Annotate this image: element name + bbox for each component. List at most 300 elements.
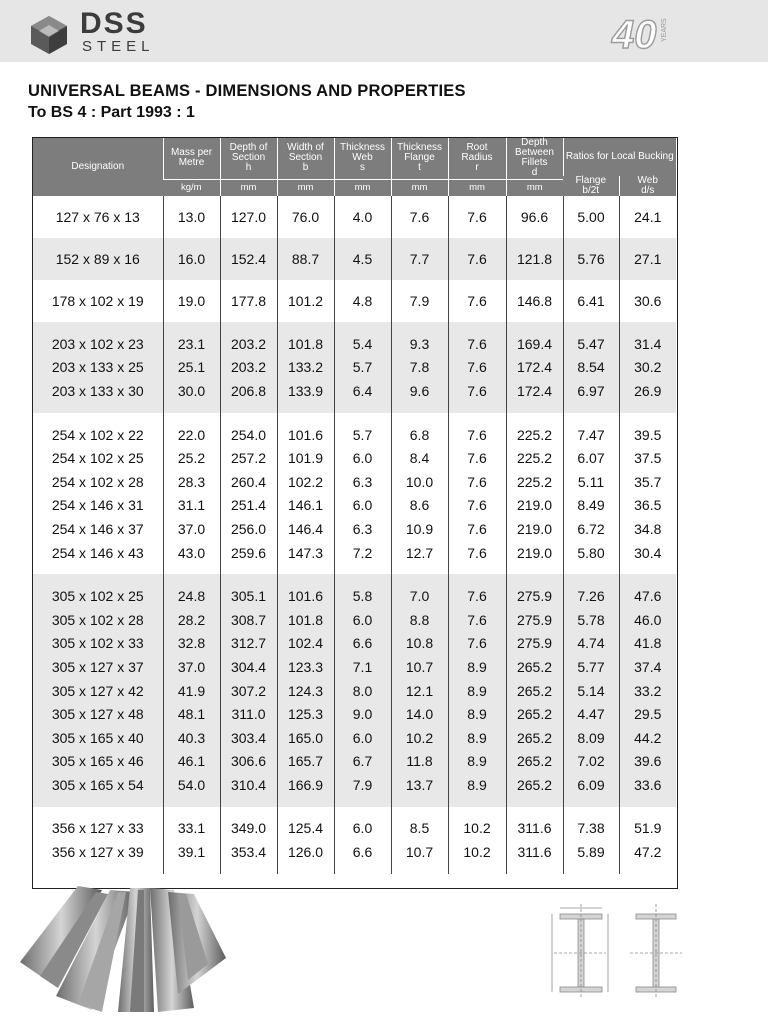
beam-cross-section-diagram — [544, 900, 696, 1002]
cell-designation: 254 x 102 x 28 — [51, 473, 144, 490]
cell-fillets: 146.8 — [506, 280, 563, 322]
cell-depth: 349.0 — [220, 817, 277, 841]
cell-ratio-web: 24.1 — [619, 196, 676, 238]
header-fillets — [506, 138, 563, 179]
cell-ratio-flange: 7.02 — [563, 750, 619, 774]
cell-fillets: 265.2 — [506, 726, 563, 750]
cell-ratio-web: 36.5 — [619, 494, 676, 518]
cell-web: 6.4 — [334, 379, 391, 403]
spacer-cell — [391, 807, 448, 817]
spacer-cell — [563, 797, 619, 807]
spacer-cell — [391, 403, 448, 413]
spacer-cell — [334, 403, 391, 413]
spacer-cell — [506, 864, 563, 874]
spacer-cell — [33, 413, 163, 423]
cell-depth: 310.4 — [220, 773, 277, 797]
dss-logo-icon — [28, 14, 70, 56]
cell-ratio-flange: 5.76 — [563, 238, 619, 280]
cell-width: 101.6 — [277, 584, 334, 608]
cell-depth: 127.0 — [220, 196, 277, 238]
cell-width: 102.2 — [277, 470, 334, 494]
cell-width: 76.0 — [277, 196, 334, 238]
table-row — [33, 702, 676, 726]
cell-web: 9.0 — [334, 702, 391, 726]
cell-web: 8.0 — [334, 679, 391, 703]
cell-flange: 7.7 — [391, 238, 448, 280]
cell-fillets: 265.2 — [506, 750, 563, 774]
cell-radius: 7.6 — [448, 608, 506, 632]
cell-width: 165.0 — [277, 726, 334, 750]
cell-ratio-flange: 6.09 — [563, 773, 619, 797]
cell-designation: 203 x 133 x 30 — [33, 379, 163, 403]
cell-designation: 254 x 146 x 37 — [51, 520, 144, 537]
cell-depth: 254.0 — [220, 423, 277, 447]
cell-mass: 46.1 — [163, 750, 220, 774]
cell-fillets: 275.9 — [506, 584, 563, 608]
cell-ratio-flange: 6.07 — [563, 446, 619, 470]
spacer-cell — [448, 574, 506, 584]
cell-flange: 7.6 — [391, 196, 448, 238]
spacer-cell — [563, 564, 619, 574]
spacer-cell — [619, 413, 676, 423]
table-row — [33, 238, 676, 280]
cell-radius: 7.6 — [448, 446, 506, 470]
cell-depth: 306.6 — [220, 750, 277, 774]
brand-logo — [28, 7, 158, 55]
cell-web: 6.7 — [334, 750, 391, 774]
spacer-cell — [220, 797, 277, 807]
spacer-cell — [163, 322, 220, 332]
cell-ratio-web: 29.5 — [619, 702, 676, 726]
cell-ratio-flange: 7.47 — [563, 423, 619, 447]
cell-designation: 356 x 127 x 39 — [51, 844, 144, 861]
cell-ratio-web: 41.8 — [619, 632, 676, 656]
cell-depth: 304.4 — [220, 655, 277, 679]
cell-flange: 10.7 — [391, 655, 448, 679]
unit-flange: mm — [391, 179, 448, 196]
cell-radius: 7.6 — [448, 470, 506, 494]
table-row — [33, 632, 676, 656]
cell-width: 165.7 — [277, 750, 334, 774]
cell-ratio-flange: 8.09 — [563, 726, 619, 750]
unit-width: mm — [277, 179, 334, 196]
cell-mass: 23.1 — [163, 332, 220, 356]
cell-radius: 7.6 — [448, 379, 506, 403]
cell-width: 126.0 — [277, 840, 334, 864]
table-body — [33, 196, 676, 874]
spacer-cell — [277, 564, 334, 574]
cell-fillets: 275.9 — [506, 608, 563, 632]
header-depth-symbol: h — [245, 162, 252, 174]
cell-flange: 8.4 — [391, 446, 448, 470]
cell-fillets: 265.2 — [506, 773, 563, 797]
cell-width: 101.6 — [277, 423, 334, 447]
cell-designation: 254 x 102 x 25 — [51, 450, 144, 467]
header-ratio-flange-symbol: b/2t — [582, 185, 600, 196]
cell-flange: 10.2 — [391, 726, 448, 750]
cell-ratio-flange: 5.11 — [563, 470, 619, 494]
spacer-cell — [220, 322, 277, 332]
header-web-label: Thickness Web — [339, 142, 385, 164]
group-spacer — [33, 564, 676, 574]
cell-ratio-web: 26.9 — [619, 379, 676, 403]
cell-ratio-web: 37.5 — [619, 446, 676, 470]
cell-width: 101.9 — [277, 446, 334, 470]
cell-flange: 12.7 — [391, 541, 448, 565]
cell-flange: 7.9 — [391, 280, 448, 322]
cell-mass: 25.1 — [163, 356, 220, 380]
cell-web: 4.0 — [334, 196, 391, 238]
cell-ratio-web: 33.6 — [619, 773, 676, 797]
cell-depth: 305.1 — [220, 584, 277, 608]
cell-ratio-web: 30.4 — [619, 541, 676, 565]
spacer-cell — [277, 574, 334, 584]
spacer-cell — [163, 864, 220, 874]
cell-radius: 8.9 — [448, 773, 506, 797]
spacer-cell — [334, 574, 391, 584]
spacer-cell — [33, 864, 163, 874]
cell-fillets: 172.4 — [506, 379, 563, 403]
table-row — [33, 541, 676, 565]
spacer-cell — [506, 564, 563, 574]
cell-fillets: 311.6 — [506, 840, 563, 864]
cell-web: 6.0 — [334, 817, 391, 841]
header-designation: Designation — [33, 138, 163, 196]
spacer-cell — [563, 864, 619, 874]
cell-web: 5.4 — [334, 332, 391, 356]
spacer-cell — [33, 564, 163, 574]
cell-fillets: 265.2 — [506, 702, 563, 726]
spacer-cell — [334, 564, 391, 574]
cell-designation: 203 x 102 x 23 — [33, 332, 163, 356]
cell-mass: 39.1 — [163, 840, 220, 864]
cell-mass: 33.1 — [163, 817, 220, 841]
group-spacer — [33, 807, 676, 817]
spacer-cell — [33, 322, 163, 332]
cell-flange: 7.8 — [391, 356, 448, 380]
spacer-cell — [334, 807, 391, 817]
table-row — [33, 655, 676, 679]
cell-designation: 305 x 127 x 42 — [33, 679, 163, 703]
group-spacer — [33, 413, 676, 423]
cell-flange: 10.8 — [391, 632, 448, 656]
cell-depth: 259.6 — [220, 541, 277, 565]
header-ratio-flange-label: Flange — [575, 175, 607, 186]
properties-table-frame — [32, 137, 678, 889]
cell-ratio-web: 37.4 — [619, 655, 676, 679]
spacer-cell — [163, 807, 220, 817]
cell-ratio-web: 47.2 — [619, 840, 676, 864]
cell-ratio-flange: 7.38 — [563, 817, 619, 841]
header-ratios: Ratios for Local Bucking — [563, 138, 676, 176]
cell-depth: 177.8 — [220, 280, 277, 322]
spacer-cell — [33, 403, 163, 413]
table-row — [33, 750, 676, 774]
cell-radius: 7.6 — [448, 196, 506, 238]
spacer-cell — [391, 413, 448, 423]
badge-word: YEARS — [661, 18, 668, 42]
table-row — [33, 423, 676, 447]
cell-mass: 25.2 — [163, 446, 220, 470]
spacer-cell — [220, 864, 277, 874]
cell-radius: 7.6 — [448, 584, 506, 608]
unit-radius: mm — [448, 179, 506, 196]
cell-web: 6.3 — [334, 470, 391, 494]
cell-designation: 305 x 102 x 28 — [33, 608, 163, 632]
cell-flange: 7.0 — [391, 584, 448, 608]
cell-mass: 40.3 — [163, 726, 220, 750]
header-fillets-symbol: d — [531, 167, 538, 179]
cell-ratio-flange: 5.78 — [563, 608, 619, 632]
spacer-cell — [506, 807, 563, 817]
header-depth — [220, 138, 277, 179]
cell-width: 146.1 — [277, 494, 334, 518]
cell-width: 123.3 — [277, 655, 334, 679]
spacer-cell — [506, 574, 563, 584]
cell-designation: 305 x 165 x 46 — [33, 750, 163, 774]
cell-depth: 353.4 — [220, 840, 277, 864]
cell-fillets: 219.0 — [506, 494, 563, 518]
spacer-cell — [448, 322, 506, 332]
spacer-cell — [506, 403, 563, 413]
group-spacer — [33, 403, 676, 413]
cell-flange: 10.7 — [391, 840, 448, 864]
spacer-cell — [334, 413, 391, 423]
cell-mass: 30.0 — [163, 379, 220, 403]
cell-flange: 9.6 — [391, 379, 448, 403]
spacer-cell — [220, 403, 277, 413]
header-band — [0, 0, 768, 62]
cell-radius: 8.9 — [448, 750, 506, 774]
cell-radius: 7.6 — [448, 356, 506, 380]
table-row — [33, 726, 676, 750]
cell-designation: 254 x 102 x 22 — [51, 426, 144, 443]
cell-flange: 11.8 — [391, 750, 448, 774]
anniversary-badge-icon — [608, 12, 672, 52]
cell-web: 6.0 — [334, 494, 391, 518]
cell-width: 125.3 — [277, 702, 334, 726]
spacer-cell — [334, 322, 391, 332]
cell-ratio-web: 33.2 — [619, 679, 676, 703]
cell-flange: 13.7 — [391, 773, 448, 797]
cell-width: 133.2 — [277, 356, 334, 380]
cell-flange: 8.5 — [391, 817, 448, 841]
cell-designation: 203 x 133 x 25 — [33, 356, 163, 380]
spacer-cell — [334, 797, 391, 807]
spacer-cell — [163, 564, 220, 574]
table-row — [33, 280, 676, 322]
spacer-cell — [563, 807, 619, 817]
cell-ratio-web: 47.6 — [619, 584, 676, 608]
cell-radius: 8.9 — [448, 679, 506, 703]
spacer-cell — [277, 864, 334, 874]
cell-radius: 8.9 — [448, 702, 506, 726]
header-flange-symbol: t — [418, 162, 421, 174]
header-ratio-web-symbol: d/s — [641, 185, 655, 196]
unit-fillets: mm — [506, 179, 563, 196]
page-title: UNIVERSAL BEAMS - DIMENSIONS AND PROPERTIES — [28, 82, 466, 100]
cell-radius: 7.6 — [448, 238, 506, 280]
cell-width: 101.8 — [277, 332, 334, 356]
cell-web: 7.1 — [334, 655, 391, 679]
cell-ratio-flange: 5.89 — [563, 840, 619, 864]
cell-ratio-flange: 8.49 — [563, 494, 619, 518]
page-subtitle: To BS 4 : Part 1993 : 1 — [28, 104, 195, 121]
cell-ratio-flange: 8.54 — [563, 356, 619, 380]
spacer-cell — [33, 797, 163, 807]
spacer-cell — [506, 413, 563, 423]
cell-flange: 8.8 — [391, 608, 448, 632]
spacer-cell — [334, 864, 391, 874]
cell-ratio-flange: 4.47 — [563, 702, 619, 726]
cell-mass: 32.8 — [163, 632, 220, 656]
spacer-cell — [391, 564, 448, 574]
spacer-cell — [619, 564, 676, 574]
cell-fillets: 172.4 — [506, 356, 563, 380]
cell-designation: 305 x 127 x 48 — [33, 702, 163, 726]
badge-number: 40 — [612, 13, 657, 52]
spacer-cell — [563, 574, 619, 584]
brand-name: DSS — [80, 7, 148, 40]
cell-web: 4.5 — [334, 238, 391, 280]
header-width — [277, 138, 334, 179]
cell-mass: 28.3 — [163, 470, 220, 494]
cell-flange: 12.1 — [391, 679, 448, 703]
cell-width: 101.2 — [277, 280, 334, 322]
cell-width: 147.3 — [277, 541, 334, 565]
cell-web: 7.2 — [334, 541, 391, 565]
cell-ratio-web: 34.8 — [619, 517, 676, 541]
brand-sub: STEEL — [82, 38, 155, 55]
cell-fillets: 275.9 — [506, 632, 563, 656]
cell-ratio-web: 30.2 — [619, 356, 676, 380]
cell-width: 146.4 — [277, 517, 334, 541]
spacer-cell — [619, 403, 676, 413]
cell-depth: 251.4 — [220, 494, 277, 518]
cell-depth: 257.2 — [220, 446, 277, 470]
spacer-cell — [277, 797, 334, 807]
cell-depth: 260.4 — [220, 470, 277, 494]
cell-ratio-flange: 6.72 — [563, 517, 619, 541]
spacer-cell — [220, 564, 277, 574]
header-ratio-web-label: Web — [637, 175, 658, 186]
table-row — [33, 773, 676, 797]
spacer-cell — [277, 807, 334, 817]
cell-mass: 22.0 — [163, 423, 220, 447]
cell-web: 6.3 — [334, 517, 391, 541]
cell-fillets: 225.2 — [506, 446, 563, 470]
cell-fillets: 265.2 — [506, 679, 563, 703]
cell-radius: 10.2 — [448, 840, 506, 864]
spacer-cell — [277, 413, 334, 423]
spacer-cell — [619, 807, 676, 817]
spacer-cell — [448, 413, 506, 423]
cell-web: 4.8 — [334, 280, 391, 322]
cell-fillets: 96.6 — [506, 196, 563, 238]
cell-ratio-flange: 5.47 — [563, 332, 619, 356]
cell-fillets: 225.2 — [506, 423, 563, 447]
spacer-cell — [563, 413, 619, 423]
cell-ratio-flange: 4.74 — [563, 632, 619, 656]
spacer-cell — [163, 403, 220, 413]
cell-radius: 8.9 — [448, 655, 506, 679]
cell-web: 6.0 — [334, 446, 391, 470]
table-row — [33, 817, 676, 841]
unit-mass: kg/m — [163, 179, 220, 196]
cell-ratio-flange: 5.80 — [563, 541, 619, 565]
cell-radius: 7.6 — [448, 280, 506, 322]
spacer-cell — [506, 797, 563, 807]
table-row — [33, 196, 676, 238]
group-spacer — [33, 322, 676, 332]
table-row — [33, 584, 676, 608]
header-radius-label: Root Radius — [461, 142, 493, 164]
cell-ratio-web: 35.7 — [619, 470, 676, 494]
spacer-cell — [448, 564, 506, 574]
cell-web: 6.0 — [334, 726, 391, 750]
cell-ratio-flange: 5.00 — [563, 196, 619, 238]
unit-web: mm — [334, 179, 391, 196]
table-row — [33, 446, 676, 470]
cell-flange: 8.6 — [391, 494, 448, 518]
header-ratio-flange — [563, 176, 619, 196]
cell-ratio-web: 27.1 — [619, 238, 676, 280]
cell-fillets: 265.2 — [506, 655, 563, 679]
spacer-cell — [163, 797, 220, 807]
header-radius-symbol: r — [475, 162, 479, 174]
cell-mass: 43.0 — [163, 541, 220, 565]
cell-width: 166.9 — [277, 773, 334, 797]
cell-designation: 356 x 127 x 33 — [51, 820, 144, 837]
spacer-cell — [619, 322, 676, 332]
table-row — [33, 356, 676, 380]
spacer-cell — [391, 797, 448, 807]
cell-designation: 254 x 146 x 31 — [51, 497, 144, 514]
cell-depth: 307.2 — [220, 679, 277, 703]
spacer-cell — [619, 797, 676, 807]
table-row — [33, 332, 676, 356]
cell-ratio-web: 39.6 — [619, 750, 676, 774]
cell-designation: 254 x 146 x 43 — [51, 544, 144, 561]
cell-designation: 152 x 89 x 16 — [33, 238, 163, 280]
cell-fillets: 311.6 — [506, 817, 563, 841]
cell-ratio-flange: 5.14 — [563, 679, 619, 703]
table-row — [33, 470, 676, 494]
cell-depth: 256.0 — [220, 517, 277, 541]
spacer-cell — [391, 574, 448, 584]
cell-radius: 8.9 — [448, 726, 506, 750]
cell-web: 5.7 — [334, 356, 391, 380]
cell-depth: 312.7 — [220, 632, 277, 656]
spacer-cell — [277, 322, 334, 332]
cell-ratio-web: 30.6 — [619, 280, 676, 322]
cell-designation: 305 x 165 x 40 — [33, 726, 163, 750]
cell-depth: 311.0 — [220, 702, 277, 726]
cell-width: 88.7 — [277, 238, 334, 280]
cell-designation: 305 x 102 x 33 — [33, 632, 163, 656]
cell-designation: 305 x 102 x 25 — [33, 584, 163, 608]
cell-width: 125.4 — [277, 817, 334, 841]
cell-flange: 14.0 — [391, 702, 448, 726]
properties-table — [33, 138, 676, 874]
cell-fillets: 121.8 — [506, 238, 563, 280]
cell-fillets: 219.0 — [506, 517, 563, 541]
cell-radius: 7.6 — [448, 494, 506, 518]
spacer-cell — [33, 807, 163, 817]
table-row — [33, 517, 676, 541]
cell-mass: 16.0 — [163, 238, 220, 280]
spacer-cell — [391, 322, 448, 332]
